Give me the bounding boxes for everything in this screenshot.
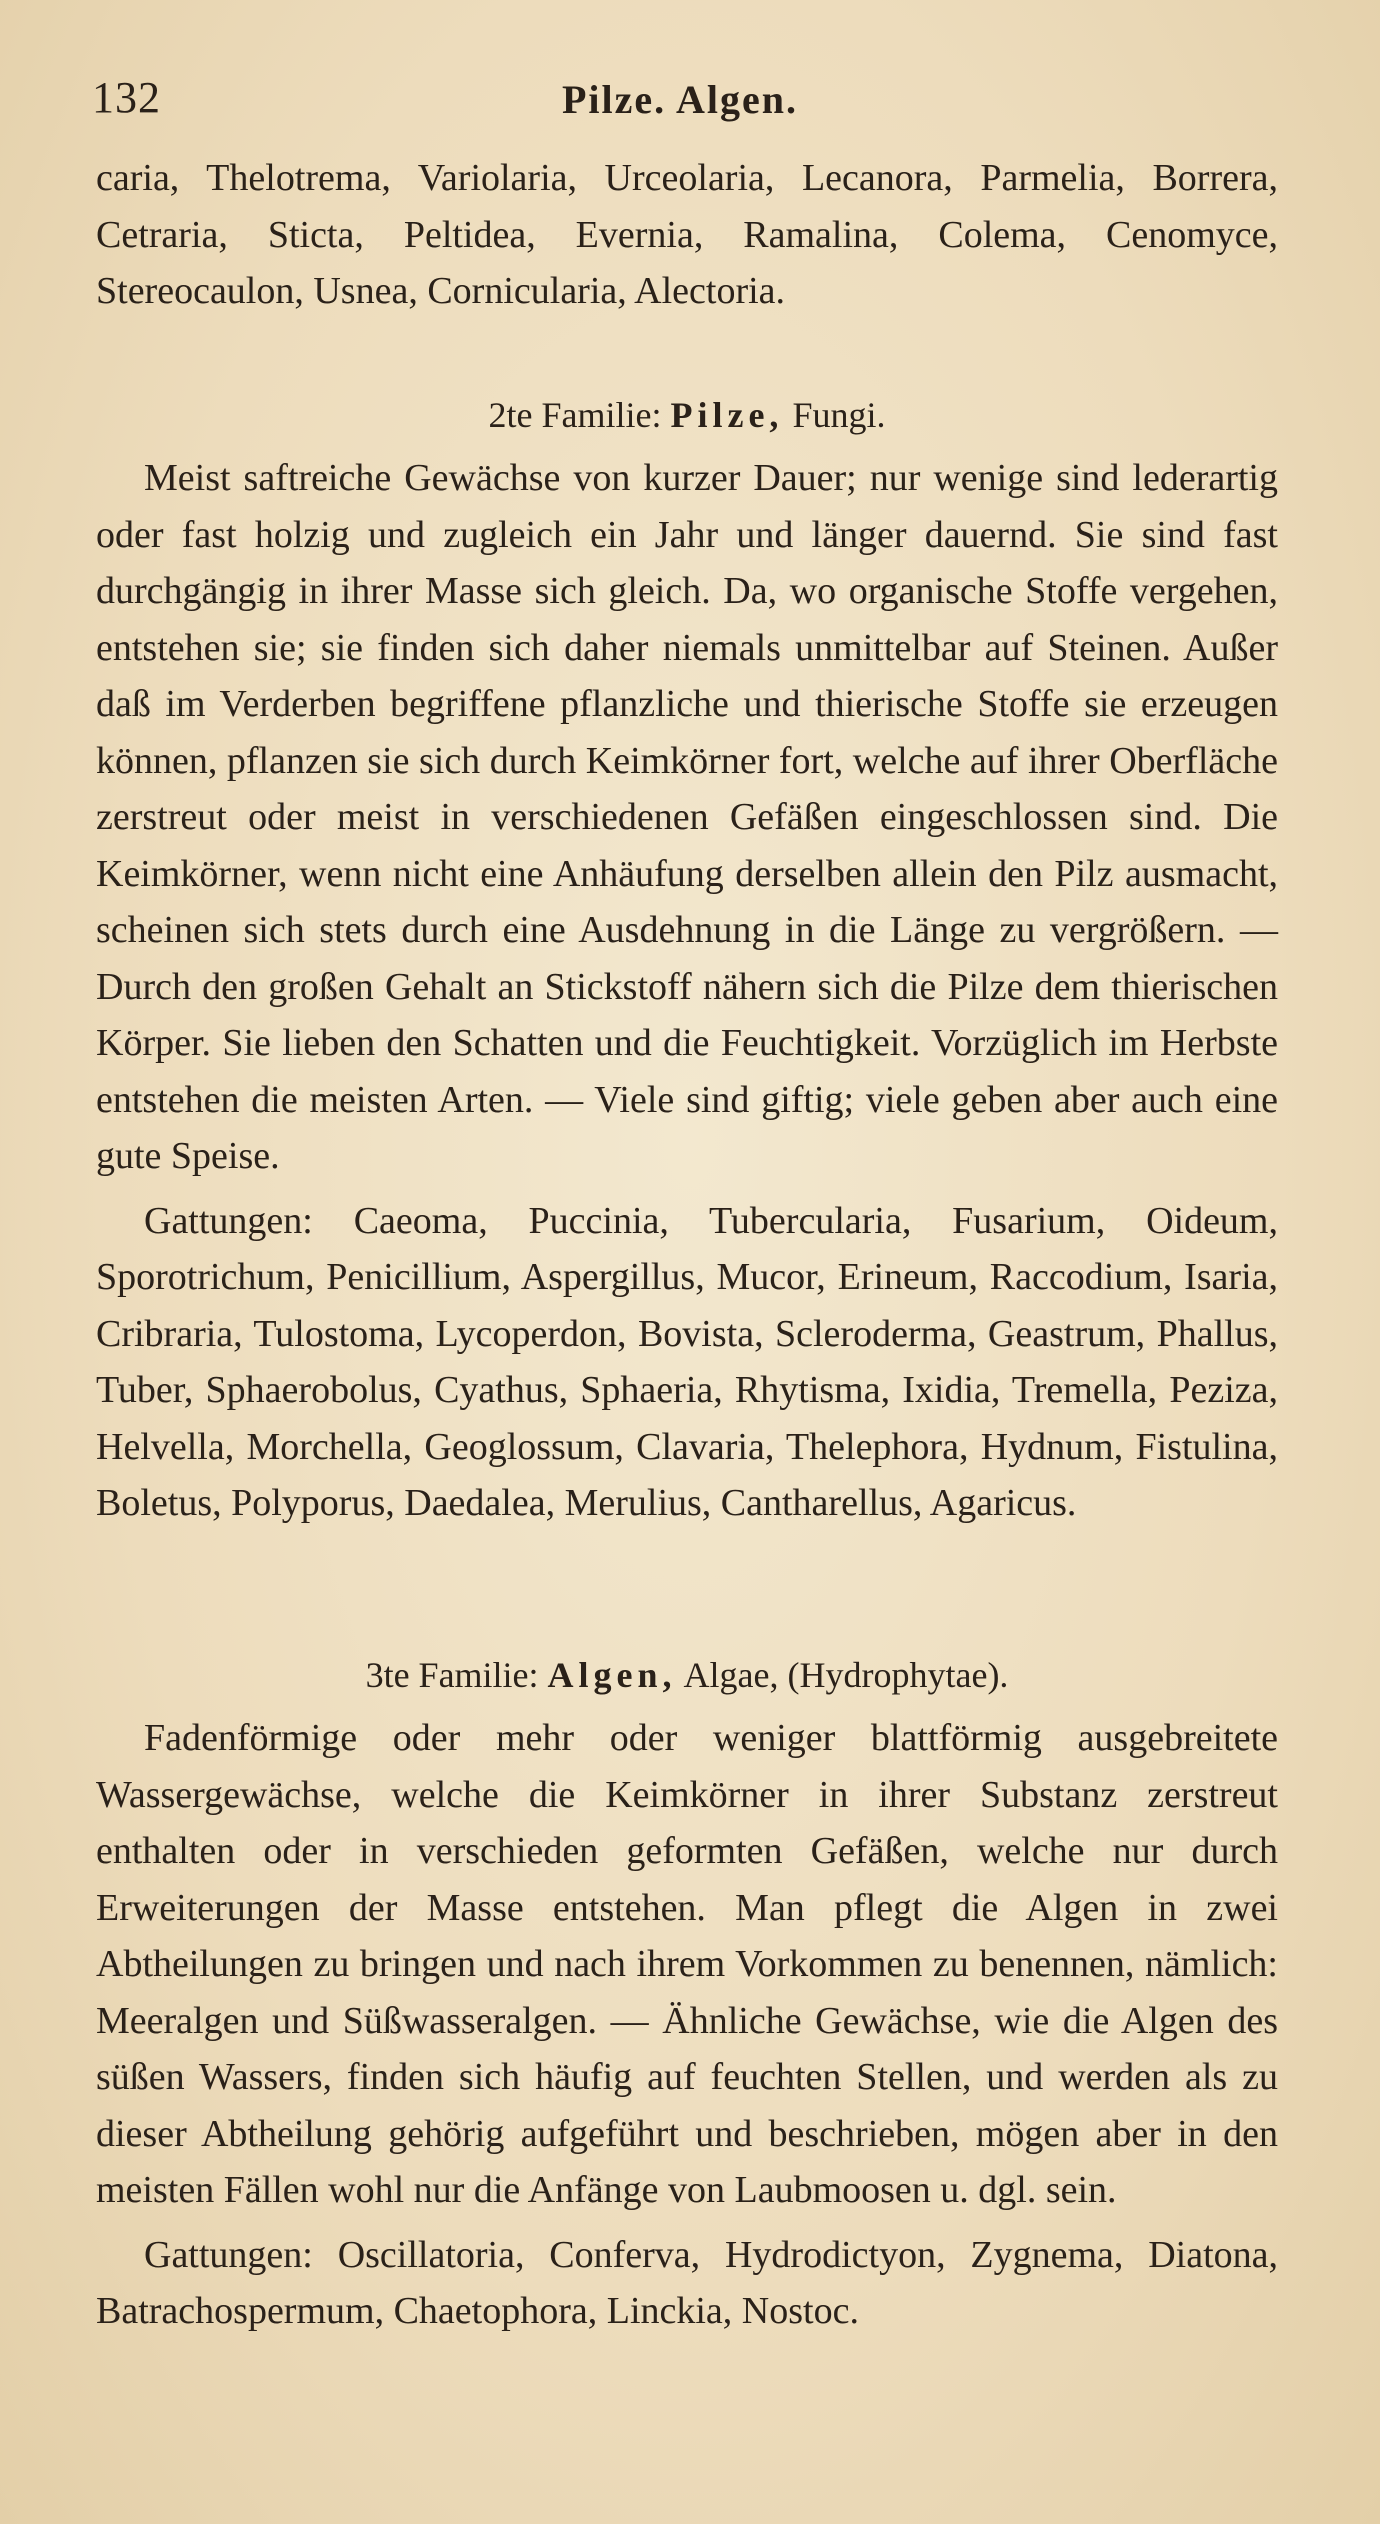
algae-section [96, 1710, 1278, 2340]
algae-heading-latin: Algae, (Hydrophytae). [683, 1655, 1009, 1695]
algae-genera-label: Gattungen: [144, 2233, 313, 2276]
fungi-genera-list: Caeoma, Puccinia, Tubercularia, Fusarium, Oideum, Sporotrichum, Penicillium, Aspergillus, Mucor, Erineum, Raccodium, Isaria, Cribraria, Tulostoma, Lycoperdon, Bovista, Scleroderma, Geastrum, Phallus, Tuber, Sphaerobolus, Cyathus, Sphaeria, Rhytisma, Ixidia, Tremella, Peziza, Helvella, Morchella, Geoglossum, Clavaria, Thelephora, Hydnum, Fistulina, Boletus, Polyporus, Daedalea, Merulius, Cantharellus, Agaricus. [96, 1199, 1278, 1524]
lichen-genera-text: caria, Thelotrema, Variolaria, Urceolaria, Lecanora, Parmelia, Borrera, Cetraria, Sticta, Peltidea, Evernia, Ramalina, Colema, Cenomyce, Stereocaulon, Usnea, Cornicularia, Alectoria. [96, 157, 1278, 312]
fungi-genera-label: Gattungen: [144, 1199, 313, 1242]
fungi-family-heading [96, 390, 1278, 440]
algae-description: Fadenförmige oder mehr oder weniger blattförmig ausgebreitete Wassergewächse, welche die Keimkörner in ihrer Substanz zerstreut enthalten oder in verschieden geformten Gefäßen, welche nur durch Erweiterungen der Masse entstehen. Man pflegt die Algen in zwei Abtheilungen zu bringen und nach ihrem Vorkommen zu benennen, nämlich: Meeralgen und Süßwasseralgen. — Ähnliche Gewächse, wie die Algen des süßen Wassers, finden sich häufig auf feuchten Stellen, und werden als zu dieser Abtheilung gehörig aufgeführt und beschrieben, mögen aber in den meisten Fällen wohl nur die Anfänge von Laubmoosen u. dgl. sein. [96, 1717, 1278, 2211]
page-header-title: Pilze. Algen. [562, 77, 798, 122]
fungi-section [96, 450, 1278, 1532]
fungi-heading-latin: Fungi. [792, 395, 886, 435]
fungi-description: Meist saftreiche Gewächse von kurzer Dauer; nur wenige sind lederartig oder fast holzig und zugleich ein Jahr und länger dauernd. Sie sind fast durchgängig in ihrer Masse sich gleich. Da, wo organische Stoffe vergehen, entstehen sie; sie finden sich daher niemals unmittelbar auf Steinen. Außer daß im Verderben begriffene pflanzliche und thierische Stoffe sie erzeugen können, pflanzen sie sich durch Keimkörner fort, welche auf ihrer Oberfläche zerstreut oder meist in verschiedenen Gefäßen eingeschlossen sind. Die Keimkörner, wenn nicht eine Anhäufung derselben allein den Pilz ausmacht, scheinen sich stets durch eine Ausdehnung in die Länge zu vergrößern. — Durch den großen Gehalt an Stickstoff nähern sich die Pilze dem thierischen Körper. Sie lieben den Schatten und die Feuchtigkeit. Vorzüglich im Herbste entstehen die meisten Arten. — Viele sind giftig; viele geben aber auch eine gute Speise. [96, 457, 1278, 1177]
fungi-heading-prefix: 2te Familie: [488, 395, 662, 435]
algae-genera-paragraph [96, 2227, 1278, 2340]
page-number: 132 [92, 73, 161, 122]
fungi-heading-german: Pilze, [670, 395, 784, 435]
algae-family-heading [96, 1650, 1278, 1700]
algae-heading-german: Algen, [547, 1655, 677, 1695]
fungi-genera-paragraph [96, 1193, 1278, 1532]
algae-genera-list: Oscillatoria, Conferva, Hydrodictyon, Zygnema, Diatona, Batrachospermum, Chaetophora, Linckia, Nostoc. [96, 2233, 1279, 2332]
algae-heading-prefix: 3te Familie: [365, 1655, 539, 1695]
running-head [92, 72, 1292, 132]
lichen-genera-continued [96, 150, 1278, 320]
